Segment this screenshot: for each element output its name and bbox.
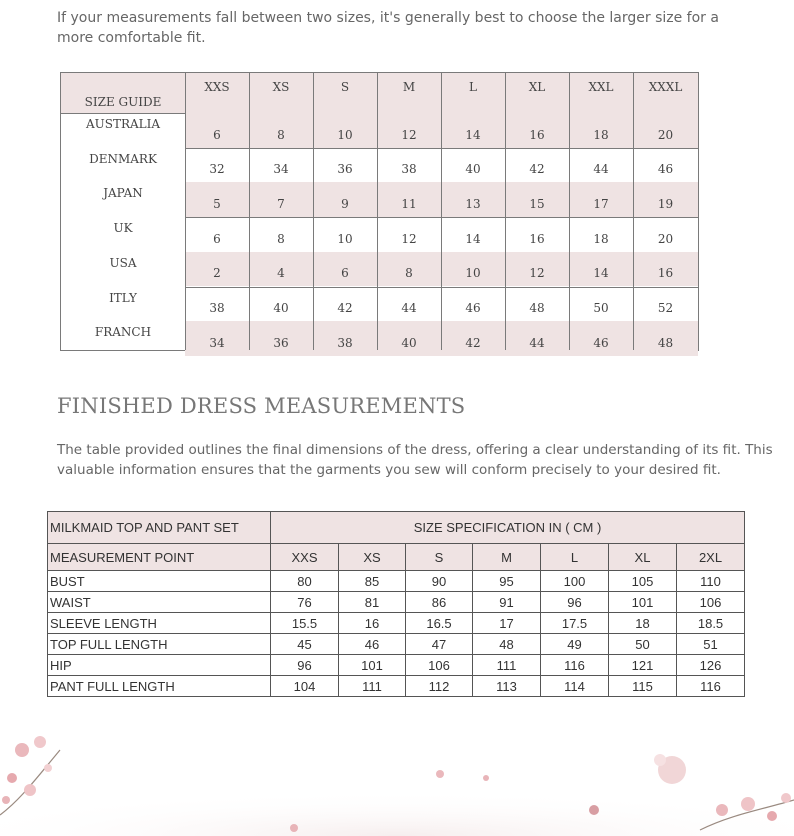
measurement-value-cell: 96 — [541, 592, 609, 613]
size-value-cell: 34 — [273, 162, 289, 177]
measurement-value-cell: 115 — [609, 676, 677, 697]
size-guide-row — [61, 287, 698, 322]
product-name-cell: MILKMAID TOP AND PANT SET — [48, 512, 271, 544]
petal-icon — [483, 775, 489, 781]
size-value-cell: 20 — [633, 113, 698, 148]
size-value-cell: 42 — [529, 162, 545, 177]
measurement-value-cell: 80 — [271, 571, 339, 592]
measurement-value-cell: 116 — [677, 676, 745, 697]
size-value-cell: 8 — [377, 252, 441, 287]
size-value-cell: 12 — [377, 113, 441, 148]
measurement-value-cell: 18 — [609, 613, 677, 634]
size-value-cell: 38 — [313, 321, 377, 356]
measurement-point-label: BUST — [48, 571, 271, 592]
size-guide-table — [60, 72, 699, 351]
size-value-cell: 10 — [441, 252, 505, 287]
size-header-cell: XS — [249, 73, 313, 113]
divider — [313, 73, 314, 350]
country-label: USA — [109, 255, 137, 270]
size-value-cell: 34 — [185, 321, 249, 356]
size-value-cell: 11 — [377, 182, 441, 217]
measurement-point-label: PANT FULL LENGTH — [48, 676, 271, 697]
size-value-cell: 15 — [505, 182, 569, 217]
measurement-value-cell: 101 — [609, 592, 677, 613]
size-value-cell: 16 — [529, 231, 545, 246]
section-title: FINISHED DRESS MEASUREMENTS — [57, 394, 466, 418]
petal-icon — [290, 824, 298, 832]
size-value-cell: 14 — [441, 113, 505, 148]
measurement-point-label: SLEEVE LENGTH — [48, 613, 271, 634]
measurement-value-cell: 95 — [473, 571, 541, 592]
divider — [185, 73, 186, 350]
size-value-cell: 44 — [593, 162, 609, 177]
size-header-cell: XXS — [185, 73, 249, 113]
size-header-cell: XL — [505, 73, 569, 113]
measurement-value-cell: 50 — [609, 634, 677, 655]
size-header-cell: M — [377, 73, 441, 113]
measurement-row — [48, 571, 745, 592]
size-value-cell: 2 — [185, 252, 249, 287]
size-value-cell: 9 — [313, 182, 377, 217]
size-value-cell: 19 — [633, 182, 698, 217]
divider — [441, 73, 442, 350]
size-header-cell: XL — [609, 544, 677, 571]
size-value-cell: 17 — [569, 182, 633, 217]
divider — [249, 73, 250, 350]
measurement-row — [48, 676, 745, 697]
size-value-cell: 6 — [185, 113, 249, 148]
measurement-value-cell: 85 — [339, 571, 406, 592]
size-value-cell: 44 — [401, 301, 417, 316]
measurement-value-cell: 114 — [541, 676, 609, 697]
finished-measurements-table — [47, 511, 745, 697]
measurement-value-cell: 76 — [271, 592, 339, 613]
measurement-value-cell: 47 — [406, 634, 473, 655]
size-header-cell: L — [541, 544, 609, 571]
size-value-cell: 8 — [249, 113, 313, 148]
measurement-value-cell: 46 — [339, 634, 406, 655]
country-label: UK — [113, 221, 133, 236]
measurement-point-label: WAIST — [48, 592, 271, 613]
size-value-cell: 20 — [657, 231, 674, 246]
size-header-cell: S — [406, 544, 473, 571]
measurement-value-cell: 16 — [339, 613, 406, 634]
size-value-cell: 48 — [633, 321, 698, 356]
size-value-cell: 46 — [569, 321, 633, 356]
size-guide-header-row — [61, 73, 698, 113]
size-value-cell: 42 — [337, 301, 353, 316]
size-value-cell: 4 — [249, 252, 313, 287]
measurement-value-cell: 91 — [473, 592, 541, 613]
measurement-value-cell: 111 — [339, 676, 406, 697]
size-guide-row — [61, 217, 698, 252]
size-value-cell: 36 — [249, 321, 313, 356]
floral-decoration — [0, 720, 794, 836]
size-value-cell: 40 — [465, 162, 481, 177]
size-value-cell: 46 — [465, 301, 481, 316]
size-guide-row — [61, 148, 698, 183]
size-value-cell: 38 — [209, 301, 225, 316]
size-value-cell: 7 — [249, 182, 313, 217]
divider — [633, 73, 634, 350]
size-guide-row — [61, 113, 698, 148]
size-header-cell: L — [441, 73, 505, 113]
measurement-point-header: MEASUREMENT POINT — [48, 544, 271, 571]
size-value-cell: 18 — [593, 231, 609, 246]
size-value-cell: 44 — [505, 321, 569, 356]
size-value-cell: 14 — [465, 231, 481, 246]
measurement-value-cell: 116 — [541, 655, 609, 676]
size-value-cell: 40 — [273, 301, 289, 316]
measurement-value-cell: 96 — [271, 655, 339, 676]
size-header-cell: XXL — [569, 73, 633, 113]
measurement-value-cell: 113 — [473, 676, 541, 697]
measurement-row — [48, 613, 745, 634]
size-value-cell: 52 — [657, 301, 674, 316]
country-label: DENMARK — [89, 151, 157, 166]
measurement-row — [48, 655, 745, 676]
size-header-cell: M — [473, 544, 541, 571]
section-description: The table provided outlines the final dimensions of the dress, offering a clear understanding of its fit. This valuable information ensures that the garments you sew will conform precisely to your desired fit. — [57, 442, 773, 478]
petal-icon — [436, 770, 444, 778]
measurement-value-cell: 112 — [406, 676, 473, 697]
measurement-value-cell: 105 — [609, 571, 677, 592]
size-value-cell: 13 — [441, 182, 505, 217]
measurement-row — [48, 592, 745, 613]
size-guide-row — [61, 321, 698, 356]
size-spec-title-cell: SIZE SPECIFICATION IN ( CM ) — [271, 512, 745, 544]
size-value-cell: 40 — [377, 321, 441, 356]
size-value-cell: 14 — [569, 252, 633, 287]
size-header-cell: S — [313, 73, 377, 113]
size-guide-label: SIZE GUIDE — [61, 73, 185, 113]
measurement-value-cell: 106 — [677, 592, 745, 613]
size-value-cell: 12 — [401, 231, 417, 246]
country-label: FRANCH — [94, 325, 152, 340]
measurement-value-cell: 90 — [406, 571, 473, 592]
divider — [377, 73, 378, 350]
country-label: ITLY — [109, 290, 137, 305]
small-flower-icon — [589, 805, 599, 815]
measurement-value-cell: 111 — [473, 655, 541, 676]
measurement-value-cell: 126 — [677, 655, 745, 676]
measurement-value-cell: 16.5 — [406, 613, 473, 634]
measurement-value-cell: 81 — [339, 592, 406, 613]
measurement-value-cell: 49 — [541, 634, 609, 655]
size-header-cell: XXXL — [633, 73, 698, 113]
size-value-cell: 36 — [337, 162, 353, 177]
measurement-point-label: TOP FULL LENGTH — [48, 634, 271, 655]
size-value-cell: 50 — [593, 301, 609, 316]
measurement-value-cell: 86 — [406, 592, 473, 613]
measurement-value-cell: 110 — [677, 571, 745, 592]
size-header-cell: XS — [339, 544, 406, 571]
size-value-cell: 6 — [313, 252, 377, 287]
measurement-value-cell: 18.5 — [677, 613, 745, 634]
measurement-value-cell: 101 — [339, 655, 406, 676]
size-value-cell: 5 — [185, 182, 249, 217]
size-guide-row — [61, 252, 698, 287]
measurement-value-cell: 100 — [541, 571, 609, 592]
size-value-cell: 10 — [313, 113, 377, 148]
measurement-value-cell: 104 — [271, 676, 339, 697]
size-value-cell: 38 — [401, 162, 417, 177]
size-value-cell: 16 — [633, 252, 698, 287]
country-label: AUSTRALIA — [85, 117, 161, 131]
divider — [505, 73, 506, 350]
measurement-value-cell: 17.5 — [541, 613, 609, 634]
size-header-cell: XXS — [271, 544, 339, 571]
size-value-cell: 18 — [569, 113, 633, 148]
measurement-value-cell: 15.5 — [271, 613, 339, 634]
intro-text: If your measurements fall between two sizes, it's generally best to choose the larger size for a more comfortable fit. — [57, 10, 719, 46]
country-label: JAPAN — [103, 186, 143, 201]
size-guide-row — [61, 182, 698, 217]
size-value-cell: 32 — [209, 162, 225, 177]
measurement-value-cell: 121 — [609, 655, 677, 676]
size-header-cell: 2XL — [677, 544, 745, 571]
size-value-cell: 48 — [529, 301, 545, 316]
divider — [569, 73, 570, 350]
measurement-point-label: HIP — [48, 655, 271, 676]
size-value-cell: 46 — [657, 162, 674, 177]
size-value-cell: 42 — [441, 321, 505, 356]
measurement-value-cell: 48 — [473, 634, 541, 655]
size-value-cell: 8 — [277, 231, 285, 246]
measurement-value-cell: 45 — [271, 634, 339, 655]
measurement-value-cell: 51 — [677, 634, 745, 655]
size-value-cell: 16 — [505, 113, 569, 148]
measurement-value-cell: 17 — [473, 613, 541, 634]
measurement-value-cell: 106 — [406, 655, 473, 676]
size-value-cell: 12 — [505, 252, 569, 287]
size-value-cell: 10 — [337, 231, 353, 246]
measurement-row — [48, 634, 745, 655]
size-value-cell: 6 — [213, 231, 221, 246]
